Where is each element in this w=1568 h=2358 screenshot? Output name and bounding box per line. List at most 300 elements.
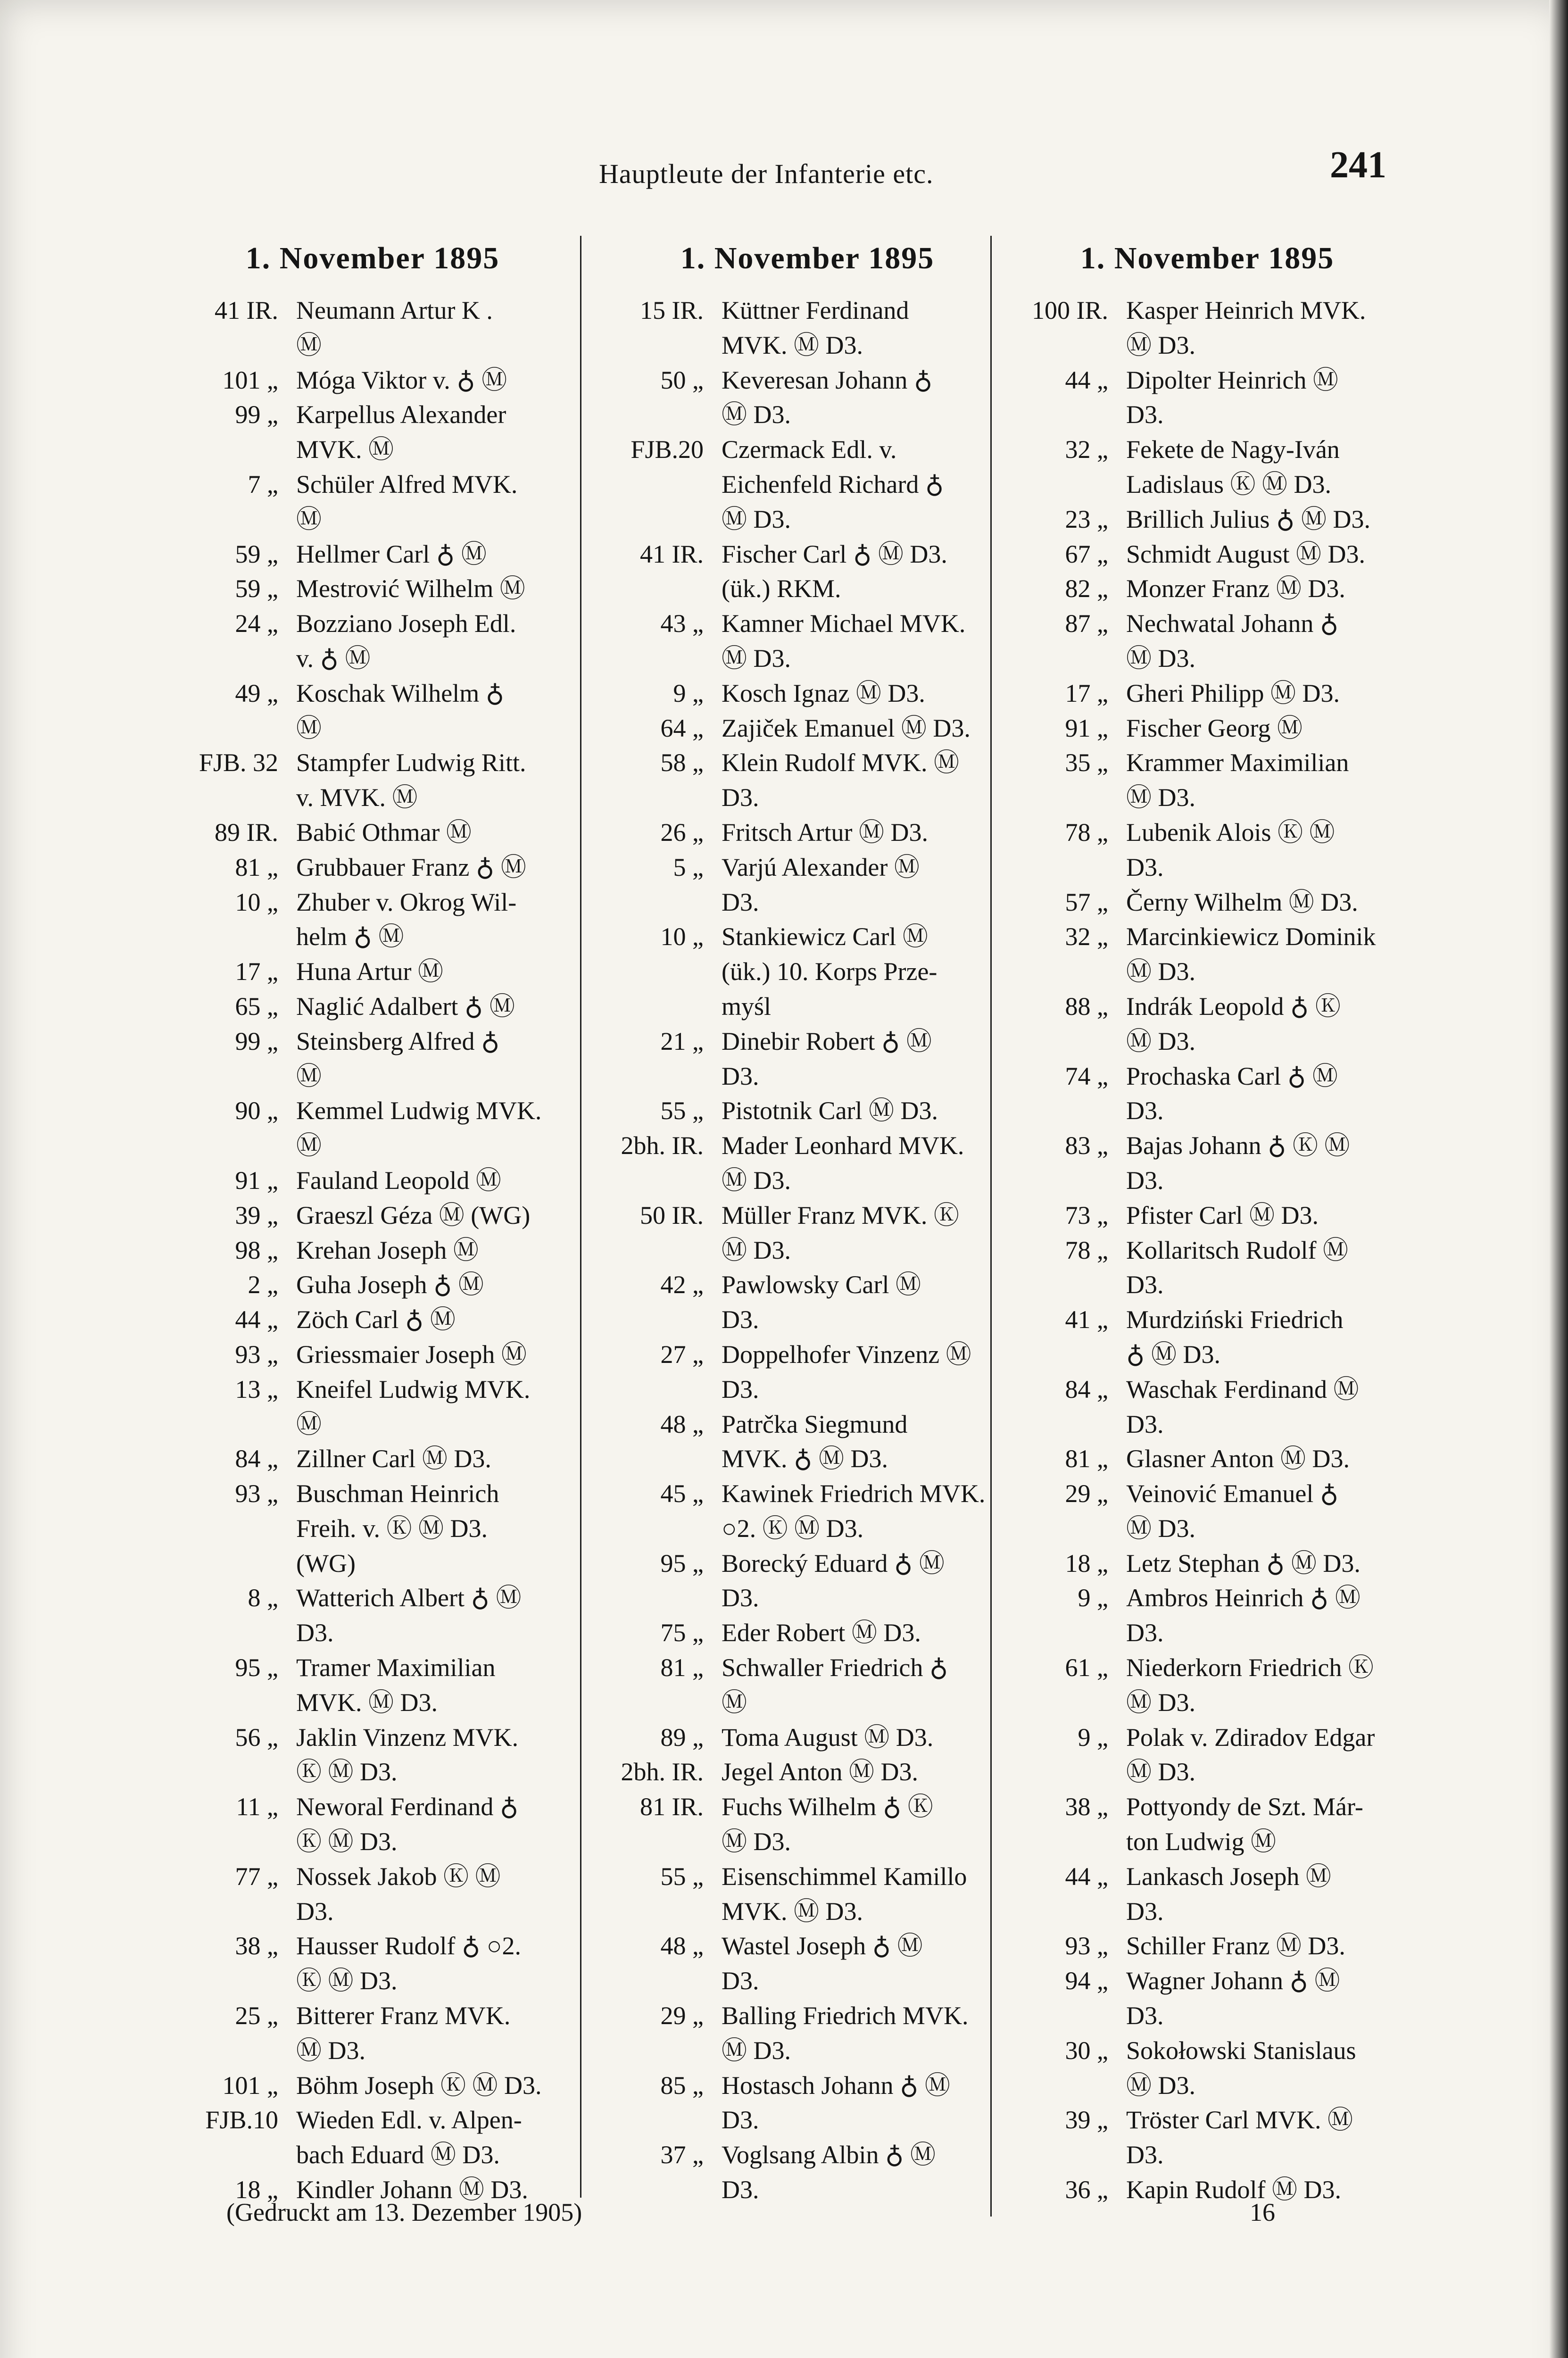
roster-entry (1000, 293, 1415, 363)
officer-name: Hausser Rudolf ♁ ○2. Ⓚ Ⓜ D3. (296, 1932, 522, 1995)
roster-entry (595, 920, 1020, 1024)
column-divider-1 (580, 236, 581, 2198)
roster-entry (160, 1303, 585, 1337)
regiment-number: 15 IR. (640, 296, 704, 324)
regiment-number: FJB.20 (631, 435, 704, 464)
roster-entry (595, 1720, 1020, 1755)
regiment-number: FJB.10 (205, 2106, 278, 2134)
officer-name: Karpellus Alexander MVK. Ⓜ (296, 400, 506, 464)
officer-name: Kawinek Friedrich MVK. ○2. Ⓚ Ⓜ D3. (722, 1479, 986, 1543)
officer-name: Fritsch Artur Ⓜ D3. (722, 818, 928, 847)
roster-entry (160, 989, 585, 1024)
regiment-number: 21 „ (660, 1027, 704, 1055)
officer-name: Krehan Joseph Ⓜ (296, 1236, 479, 1264)
roster-entry (595, 746, 1020, 815)
officer-name: Varjú Alexander Ⓜ D3. (722, 853, 920, 916)
roster-entry (595, 850, 1020, 920)
officer-name: Koschak Wilhelm ♁ Ⓜ (296, 679, 505, 742)
officer-name: Guha Joseph ♁ Ⓜ (296, 1270, 484, 1299)
officer-name: Tröster Carl MVK. Ⓜ D3. (1126, 2106, 1353, 2169)
regiment-number: 45 „ (660, 1479, 704, 1508)
roster-entry (595, 1860, 1020, 1929)
regiment-number: 91 „ (1065, 714, 1108, 742)
roster-entry (595, 1755, 1020, 1790)
officer-name: Pottyondy de Szt. Már- ton Ludwig Ⓜ (1126, 1793, 1363, 1856)
roster-entry (160, 1442, 585, 1477)
regiment-number: 32 „ (1065, 922, 1108, 951)
officer-name: Mader Leonhard MVK. Ⓜ D3. (722, 1131, 964, 1195)
roster-entry (160, 1094, 585, 1163)
roster-entry (595, 1129, 1020, 1198)
running-header-title: Hauptleute der Infanterie etc. (599, 158, 934, 189)
officer-name: Móga Viktor v. ♁ Ⓜ (296, 365, 507, 394)
officer-name: Zillner Carl Ⓜ D3. (296, 1445, 491, 1473)
roster-entry (160, 1268, 585, 1303)
roster-entry (160, 1198, 585, 1233)
regiment-number: 17 „ (235, 957, 278, 986)
officer-name: Waschak Ferdinand Ⓜ D3. (1126, 1375, 1359, 1438)
regiment-number: 49 „ (235, 679, 278, 707)
roster-entry (1000, 572, 1415, 606)
roster-entry (160, 293, 585, 363)
regiment-number: 18 „ (1065, 1549, 1108, 1578)
officer-name: Zhuber v. Okrog Wil- helm ♁ Ⓜ (296, 888, 517, 951)
officer-name: Zöch Carl ♁ Ⓜ (296, 1305, 456, 1334)
regiment-number: 95 „ (235, 1653, 278, 1682)
roster-entry (160, 1581, 585, 1651)
regiment-number: 91 „ (235, 1166, 278, 1195)
regiment-number: 50 IR. (640, 1201, 704, 1229)
officer-name: Böhm Joseph Ⓚ Ⓜ D3. (296, 2071, 542, 2100)
officer-name: Kindler Johann Ⓜ D3. (296, 2175, 528, 2204)
regiment-number: 87 „ (1065, 609, 1108, 638)
officer-name: Wagner Johann ♁ Ⓜ D3. (1126, 1967, 1340, 2030)
officer-name: Babić Othmar Ⓜ (296, 818, 472, 847)
roster-entry (595, 1268, 1020, 1337)
roster-entry (160, 363, 585, 398)
regiment-number: 41 IR. (215, 296, 278, 324)
roster-entry (160, 537, 585, 572)
roster-entry (1000, 1651, 1415, 1720)
roster-entry (1000, 1581, 1415, 1651)
officer-name: Černy Wilhelm Ⓜ D3. (1126, 888, 1358, 916)
roster-entry (160, 676, 585, 746)
officer-name: Naglić Adalbert ♁ Ⓜ (296, 992, 515, 1021)
regiment-number: 29 „ (1065, 1479, 1108, 1508)
officer-name: Nossek Jakob Ⓚ Ⓜ D3. (296, 1862, 501, 1926)
officer-name: Hellmer Carl ♁ Ⓜ (296, 540, 487, 568)
roster-entry (1000, 989, 1415, 1059)
officer-name: Toma August Ⓜ D3. (722, 1723, 934, 1752)
officer-name: Klein Rudolf MVK. Ⓜ D3. (722, 748, 959, 812)
regiment-number: 30 „ (1065, 2036, 1108, 2065)
roster-entry (1000, 676, 1415, 711)
officer-name: Lankasch Joseph Ⓜ D3. (1126, 1862, 1331, 1926)
roster-entry (1000, 711, 1415, 746)
regiment-number: 8 „ (248, 1584, 278, 1612)
roster-entry (1000, 1233, 1415, 1303)
regiment-number: 100 IR. (1032, 296, 1108, 324)
roster-entry (1000, 432, 1415, 502)
regiment-number: 41 IR. (640, 540, 704, 568)
officer-name: Prochaska Carl ♁ Ⓜ D3. (1126, 1062, 1338, 1125)
officer-name: Wastel Joseph ♁ Ⓜ D3. (722, 1932, 923, 1995)
officer-name: Jaklin Vinzenz MVK. Ⓚ Ⓜ D3. (296, 1723, 519, 1786)
regiment-number: 2bh. IR. (621, 1131, 704, 1160)
roster-entry (595, 676, 1020, 711)
regiment-number: 98 „ (235, 1236, 278, 1264)
roster-entry (595, 606, 1020, 676)
officer-name: Zajiček Emanuel Ⓜ D3. (722, 714, 971, 742)
roster-entry (595, 1546, 1020, 1616)
officer-name: Voglsang Albin ♁ Ⓜ D3. (722, 2141, 936, 2204)
regiment-number: 61 „ (1065, 1653, 1108, 1682)
roster-entry (1000, 1477, 1415, 1546)
page-edge-shadow (1549, 0, 1568, 2358)
roster-entry (160, 885, 585, 955)
regiment-number: 50 „ (660, 365, 704, 394)
officer-name: Fischer Carl ♁ Ⓜ D3. (ük.) RKM. (722, 540, 947, 603)
roster-entry (1000, 502, 1415, 537)
officer-name: Dipolter Heinrich Ⓜ D3. (1126, 365, 1338, 429)
roster-entry (160, 1929, 585, 1999)
regiment-number: 42 „ (660, 1270, 704, 1299)
roster-entry (160, 1163, 585, 1198)
roster-entry (1000, 2173, 1415, 2208)
regiment-number: 99 „ (235, 1027, 278, 1055)
roster-entry (1000, 1860, 1415, 1929)
officer-name: Polak v. Zdiradov Edgar Ⓜ D3. (1126, 1723, 1375, 1786)
officer-name: Küttner Ferdinand MVK. Ⓜ D3. (722, 296, 909, 359)
officer-name: Eisenschimmel Kamillo MVK. Ⓜ D3. (722, 1862, 967, 1926)
officer-name: Wieden Edl. v. Alpen- bach Eduard Ⓜ D3. (296, 2106, 522, 2169)
regiment-number: 32 „ (1065, 435, 1108, 464)
regiment-number: 24 „ (235, 609, 278, 638)
roster-entry (1000, 1929, 1415, 1964)
regiment-number: 81 „ (1065, 1445, 1108, 1473)
officer-name: Pawlowsky Carl Ⓜ D3. (722, 1270, 921, 1334)
roster-entry (1000, 1059, 1415, 1129)
regiment-number: 48 „ (660, 1410, 704, 1438)
officer-name: Monzer Franz Ⓜ D3. (1126, 574, 1345, 603)
officer-name: Kneifel Ludwig MVK. Ⓜ (296, 1375, 531, 1438)
officer-name: Tramer Maximilian MVK. Ⓜ D3. (296, 1653, 496, 1717)
roster-entry (1000, 1546, 1415, 1581)
officer-name: Doppelhofer Vinzenz Ⓜ D3. (722, 1340, 971, 1403)
regiment-number: 18 „ (235, 2175, 278, 2204)
roster-entry (160, 1024, 585, 1094)
roster-entry (1000, 1964, 1415, 2034)
roster-entry (1000, 815, 1415, 885)
regiment-number: 48 „ (660, 1932, 704, 1960)
regiment-number: 58 „ (660, 748, 704, 777)
regiment-number: 74 „ (1065, 1062, 1108, 1090)
officer-name: Griessmaier Joseph Ⓜ (296, 1340, 527, 1369)
roster-entry (1000, 1372, 1415, 1442)
regiment-number: 65 „ (235, 992, 278, 1021)
roster-entry (160, 572, 585, 606)
roster-entry (595, 1094, 1020, 1129)
regiment-number: 85 „ (660, 2071, 704, 2100)
officer-name: Borecký Eduard ♁ Ⓜ D3. (722, 1549, 945, 1612)
regiment-number: 37 „ (660, 2141, 704, 2169)
roster-entry (160, 467, 585, 537)
officer-name: Buschman Heinrich Freih. v. Ⓚ Ⓜ D3. (WG) (296, 1479, 499, 1578)
roster-entry (595, 1407, 1020, 1477)
roster-entry (595, 1929, 1020, 1999)
roster-entry (1000, 1198, 1415, 1233)
regiment-number: 77 „ (235, 1862, 278, 1891)
roster-entry (1000, 1303, 1415, 1372)
regiment-number: 9 „ (673, 679, 704, 707)
regiment-number: 56 „ (235, 1723, 278, 1752)
regiment-number: 93 „ (235, 1479, 278, 1508)
regiment-number: 73 „ (1065, 1201, 1108, 1229)
officer-name: Balling Friedrich MVK. Ⓜ D3. (722, 2001, 969, 2065)
column-3-date-heading: 1. November 1895 (1080, 241, 1335, 275)
regiment-number: 57 „ (1065, 888, 1108, 916)
roster-entry (160, 1233, 585, 1268)
roster-entry (1000, 363, 1415, 433)
roster-entry (1000, 2034, 1415, 2103)
regiment-number: 25 „ (235, 2001, 278, 2030)
column-divider-2 (990, 236, 992, 2217)
officer-name: Watterich Albert ♁ Ⓜ D3. (296, 1584, 522, 1647)
officer-name: Schmidt August Ⓜ D3. (1126, 540, 1366, 568)
officer-name: Stampfer Ludwig Ritt. v. MVK. Ⓜ (296, 748, 526, 812)
roster-entry (595, 1999, 1020, 2068)
regiment-number: 39 „ (1065, 2106, 1108, 2134)
regiment-number: 101 „ (222, 365, 278, 394)
roster-entry (595, 1651, 1020, 1720)
regiment-number: 82 „ (1065, 574, 1108, 603)
column-1-date-heading: 1. November 1895 (245, 241, 500, 275)
regiment-number: 27 „ (660, 1340, 704, 1369)
regiment-number: 9 „ (1078, 1723, 1108, 1752)
officer-name: Fuchs Wilhelm ♁ Ⓚ Ⓜ D3. (722, 1793, 933, 1856)
officer-name: Patrčka Siegmund MVK. ♁ Ⓜ D3. (722, 1410, 908, 1473)
roster-entry (595, 432, 1020, 537)
regiment-number: 94 „ (1065, 1967, 1108, 1995)
officer-name: Gheri Philipp Ⓜ D3. (1126, 679, 1340, 707)
regiment-number: 88 „ (1065, 992, 1108, 1021)
regiment-number: 13 „ (235, 1375, 278, 1403)
officer-name: Eder Robert Ⓜ D3. (722, 1619, 921, 1647)
regiment-number: 64 „ (660, 714, 704, 742)
officer-name: Bitterer Franz MVK. Ⓜ D3. (296, 2001, 511, 2065)
officer-name: Sokołowski Stanislaus Ⓜ D3. (1126, 2036, 1356, 2100)
regiment-number: 75 „ (660, 1619, 704, 1647)
regiment-number: 78 „ (1065, 818, 1108, 847)
regiment-number: 35 „ (1065, 748, 1108, 777)
regiment-number: 59 „ (235, 540, 278, 568)
regiment-number: 10 „ (235, 888, 278, 916)
roster-entry (160, 955, 585, 989)
roster-entry (595, 815, 1020, 850)
regiment-number: 36 „ (1065, 2175, 1108, 2204)
regiment-number: 39 „ (235, 1201, 278, 1229)
officer-name: Krammer Maximilian Ⓜ D3. (1126, 748, 1349, 812)
roster-entry (595, 1477, 1020, 1546)
officer-name: Glasner Anton Ⓜ D3. (1126, 1445, 1350, 1473)
officer-name: Kemmel Ludwig MVK. Ⓜ (296, 1096, 542, 1160)
officer-name: Veinović Emanuel ♁ Ⓜ D3. (1126, 1479, 1339, 1543)
officer-name: Huna Artur Ⓜ (296, 957, 443, 986)
column-1-entries (160, 293, 585, 2208)
roster-entry (595, 293, 1020, 363)
officer-name: Steinsberg Alfred ♁ Ⓜ (296, 1027, 500, 1090)
officer-name: Bajas Johann ♁ Ⓚ Ⓜ D3. (1126, 1131, 1350, 1195)
column-1 (160, 241, 585, 2221)
regiment-number: 29 „ (660, 2001, 704, 2030)
regiment-number: 9 „ (1078, 1584, 1108, 1612)
officer-name: Hostasch Johann ♁ Ⓜ D3. (722, 2071, 950, 2134)
officer-name: Fekete de Nagy-Iván Ladislaus Ⓚ Ⓜ D3. (1126, 435, 1340, 498)
officer-name: Neworal Ferdinand ♁ Ⓚ Ⓜ D3. (296, 1793, 519, 1856)
regiment-number: 101 „ (222, 2071, 278, 2100)
roster-entry (160, 2068, 585, 2103)
column-2-entries (595, 293, 1020, 2208)
sheet-number: 16 (1250, 2198, 1275, 2226)
officer-name: Nechwatal Johann ♁ Ⓜ D3. (1126, 609, 1339, 673)
regiment-number: 93 „ (235, 1340, 278, 1369)
regiment-number: 99 „ (235, 400, 278, 429)
regiment-number: 44 „ (1065, 1862, 1108, 1891)
column-2-date-heading: 1. November 1895 (680, 241, 935, 275)
roster-entry (595, 1337, 1020, 1407)
officer-name: Kollaritsch Rudolf Ⓜ D3. (1126, 1236, 1348, 1299)
regiment-number: 93 „ (1065, 1932, 1108, 1960)
regiment-number: 90 „ (235, 1096, 278, 1125)
regiment-number: 17 „ (1065, 679, 1108, 707)
roster-entry (1000, 1442, 1415, 1477)
regiment-number: 55 „ (660, 1096, 704, 1125)
roster-entry (595, 1616, 1020, 1651)
officer-name: Grubbauer Franz ♁ Ⓜ (296, 853, 526, 881)
officer-name: Schwaller Friedrich ♁ Ⓜ (722, 1653, 948, 1717)
officer-name: Letz Stephan ♁ Ⓜ D3. (1126, 1549, 1361, 1578)
regiment-number: 84 „ (235, 1445, 278, 1473)
officer-name: Müller Franz MVK. Ⓚ Ⓜ D3. (722, 1201, 959, 1264)
roster-entry (595, 2068, 1020, 2138)
regiment-number: 81 „ (660, 1653, 704, 1682)
roster-entry (595, 537, 1020, 607)
roster-entry (160, 2103, 585, 2173)
officer-name: Czermack Edl. v. Eichenfeld Richard ♁ Ⓜ D3. (722, 435, 944, 533)
roster-entry (595, 363, 1020, 433)
print-date-note: (Gedruckt am 13. Dezember 1905) (226, 2198, 582, 2226)
column-3-entries (1000, 293, 1415, 2208)
roster-entry (160, 850, 585, 885)
roster-entry (160, 1651, 585, 1720)
roster-entry (160, 1790, 585, 1860)
regiment-number: 89 „ (660, 1723, 704, 1752)
roster-entry (1000, 537, 1415, 572)
roster-entry (1000, 885, 1415, 920)
roster-entry (1000, 746, 1415, 815)
regiment-number: 23 „ (1065, 505, 1108, 533)
officer-name: Keveresan Johann ♁ Ⓜ D3. (722, 365, 933, 429)
roster-entry (1000, 1720, 1415, 1790)
regiment-number: FJB. 32 (199, 748, 278, 777)
roster-entry (160, 1860, 585, 1929)
regiment-number: 44 „ (235, 1305, 278, 1334)
regiment-number: 81 IR. (640, 1793, 704, 1821)
roster-entry (160, 1720, 585, 1790)
regiment-number: 67 „ (1065, 540, 1108, 568)
officer-name: Brillich Julius ♁ Ⓜ D3. (1126, 505, 1370, 533)
officer-name: Pfister Carl Ⓜ D3. (1126, 1201, 1319, 1229)
regiment-number: 5 „ (673, 853, 704, 881)
regiment-number: 11 „ (236, 1793, 278, 1821)
regiment-number: 55 „ (660, 1862, 704, 1891)
column-2 (595, 241, 1020, 2221)
roster-entry (160, 606, 585, 676)
officer-name: Stankiewicz Carl Ⓜ (ük.) 10. Korps Prze- myśl (722, 922, 937, 1021)
regiment-number: 43 „ (660, 609, 704, 638)
officer-name: Neumann Artur K . Ⓜ (296, 296, 493, 359)
roster-entry (1000, 920, 1415, 989)
regiment-number: 84 „ (1065, 1375, 1108, 1403)
officer-name: Schüler Alfred MVK. Ⓜ (296, 470, 518, 533)
roster-entry (595, 1790, 1020, 1860)
roster-entry (160, 1999, 585, 2068)
roster-entry (160, 815, 585, 850)
roster-entry (1000, 1129, 1415, 1198)
regiment-number: 44 „ (1065, 365, 1108, 394)
roster-entry (1000, 606, 1415, 676)
regiment-number: 83 „ (1065, 1131, 1108, 1160)
officer-name: Murdziński Friedrich ♁ Ⓜ D3. (1126, 1305, 1344, 1369)
officer-name: Kasper Heinrich MVK. Ⓜ D3. (1126, 296, 1366, 359)
roster-entry (595, 711, 1020, 746)
regiment-number: 78 „ (1065, 1236, 1108, 1264)
column-3 (1000, 241, 1415, 2221)
officer-name: Indrák Leopold ♁ Ⓚ Ⓜ D3. (1126, 992, 1341, 1055)
roster-entry (160, 1372, 585, 1442)
regiment-number: 41 „ (1065, 1305, 1108, 1334)
roster-entry (160, 746, 585, 815)
regiment-number: 38 „ (235, 1932, 278, 1960)
regiment-number: 38 „ (1065, 1793, 1108, 1821)
officer-name: Kapin Rudolf Ⓜ D3. (1126, 2175, 1341, 2204)
regiment-number: 10 „ (660, 922, 704, 951)
roster-entry (160, 398, 585, 467)
page-number: 241 (1330, 144, 1386, 186)
officer-name: Mestrović Wilhelm Ⓜ (296, 574, 525, 603)
officer-name: Niederkorn Friedrich Ⓚ Ⓜ D3. (1126, 1653, 1374, 1717)
officer-name: Graeszl Géza Ⓜ (WG) (296, 1201, 531, 1229)
officer-name: Kamner Michael MVK. Ⓜ D3. (722, 609, 966, 673)
regiment-number: 81 „ (235, 853, 278, 881)
officer-name: Ambros Heinrich ♁ Ⓜ D3. (1126, 1584, 1361, 1647)
roster-entry (1000, 2103, 1415, 2173)
officer-name: Marcinkiewicz Dominik Ⓜ D3. (1126, 922, 1376, 986)
regiment-number: 7 „ (248, 470, 278, 498)
roster-entry (595, 1024, 1020, 1094)
regiment-number: 89 IR. (215, 818, 278, 847)
roster-entry (1000, 1790, 1415, 1860)
roster-entry (595, 1198, 1020, 1268)
officer-name: Pistotnik Carl Ⓜ D3. (722, 1096, 938, 1125)
officer-name: Kosch Ignaz Ⓜ D3. (722, 679, 925, 707)
roster-entry (160, 1477, 585, 1581)
regiment-number: 59 „ (235, 574, 278, 603)
regiment-number: 26 „ (660, 818, 704, 847)
roster-entry (595, 2138, 1020, 2208)
officer-name: Lubenik Alois Ⓚ Ⓜ D3. (1126, 818, 1335, 881)
officer-name: Schiller Franz Ⓜ D3. (1126, 1932, 1345, 1960)
